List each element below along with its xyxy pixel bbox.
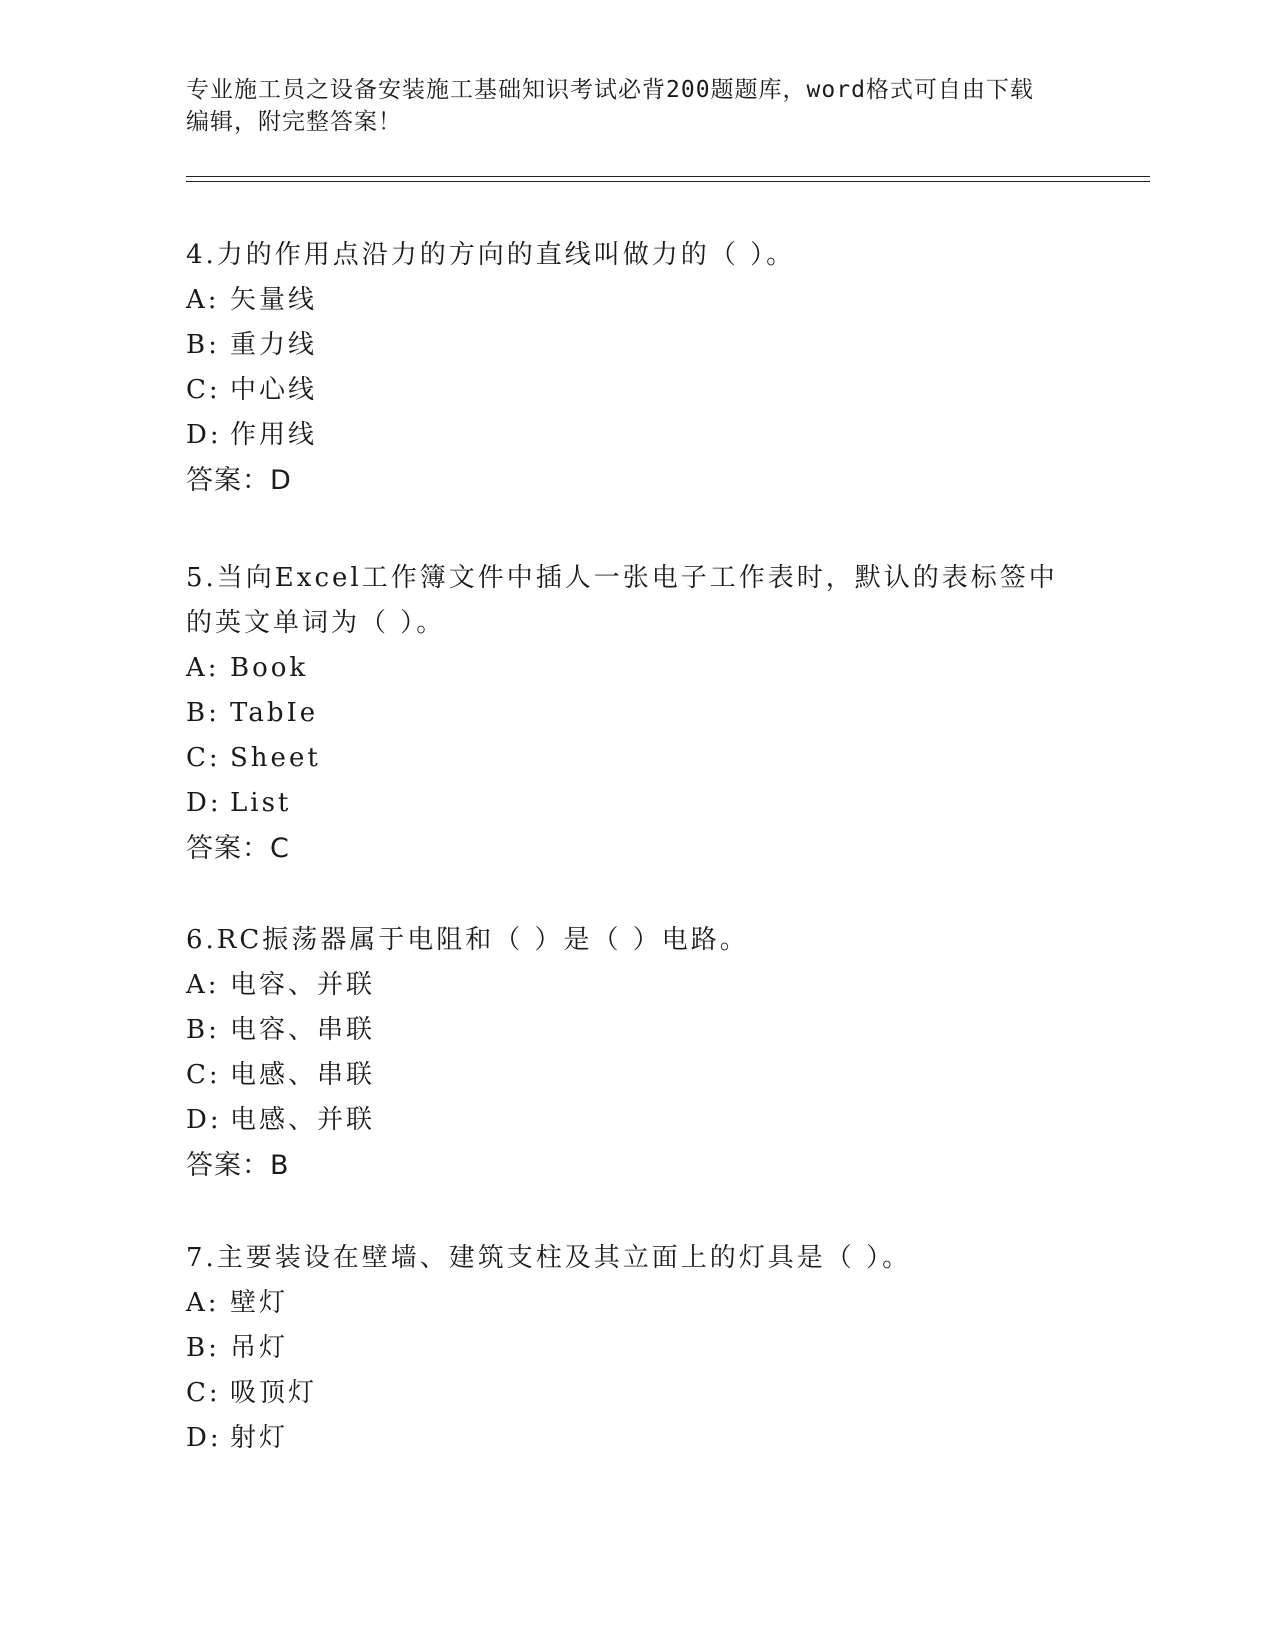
option-b (186, 691, 1086, 736)
option-letter: D: (186, 1423, 222, 1453)
option-a (186, 646, 1086, 691)
option-text: 电容、并联 (230, 970, 376, 1000)
question-4 (186, 233, 1086, 503)
option-letter: A: (186, 285, 220, 315)
option-text: 重力线 (230, 330, 318, 360)
question-6 (186, 918, 1086, 1188)
option-d (186, 781, 1086, 826)
option-b (186, 1008, 1086, 1053)
question-stem: 6.RC振荡器属于电阻和（ ）是（ ）电路。 (186, 925, 749, 955)
option-c (186, 736, 1086, 781)
option-text: 矢量线 (230, 285, 318, 315)
question-stem: 7.主要装设在壁墙、建筑支柱及其立面上的灯具是（ ）。 (186, 1243, 912, 1273)
option-letter: C: (186, 1060, 221, 1090)
option-text: List (230, 788, 292, 818)
option-text: TabIe (230, 698, 319, 728)
option-text: 电容、串联 (230, 1015, 376, 1045)
option-letter: C: (186, 375, 221, 405)
option-text: Sheet (230, 743, 321, 773)
option-letter: C: (186, 1378, 221, 1408)
option-c (186, 1371, 1086, 1416)
option-text: 吊灯 (230, 1333, 289, 1363)
option-c (186, 1053, 1086, 1098)
header-line-2: 编辑，附完整答案！ (186, 109, 402, 135)
option-letter: C: (186, 743, 221, 773)
option-a (186, 1281, 1086, 1326)
option-text: Book (230, 653, 309, 683)
header-line-1: 专业施工员之设备安装施工基础知识考试必背200题题库，word格式可自由下载 (186, 77, 1034, 103)
option-letter: D: (186, 420, 222, 450)
option-b (186, 1326, 1086, 1371)
option-letter: D: (186, 1105, 222, 1135)
option-letter: A: (186, 970, 220, 1000)
option-letter: B: (186, 1015, 220, 1045)
question-stem: 5.当向Excel工作簿文件中插人一张电子工作表时，默认的表标签中的英文单词为（ ）。 (186, 563, 1058, 638)
answer-line: 答案：B (186, 1150, 290, 1181)
option-text: 壁灯 (230, 1288, 289, 1318)
option-letter: D: (186, 788, 222, 818)
answer-line: 答案：C (186, 833, 290, 864)
option-text: 电感、并联 (230, 1105, 376, 1135)
option-b (186, 323, 1086, 368)
header-divider-bottom (186, 181, 1150, 182)
option-text: 吸顶灯 (230, 1378, 318, 1408)
option-d (186, 1416, 1086, 1461)
option-text: 射灯 (230, 1423, 289, 1453)
header-divider-top (186, 176, 1150, 177)
option-letter: B: (186, 1333, 220, 1363)
option-letter: A: (186, 653, 220, 683)
option-d (186, 413, 1086, 458)
option-d (186, 1098, 1086, 1143)
question-7 (186, 1236, 1086, 1461)
document-header (186, 74, 1066, 138)
question-stem: 4.力的作用点沿力的方向的直线叫做力的（ ）。 (186, 240, 796, 270)
option-a (186, 278, 1086, 323)
option-c (186, 368, 1086, 413)
option-text: 电感、串联 (230, 1060, 376, 1090)
option-text: 中心线 (230, 375, 318, 405)
option-a (186, 963, 1086, 1008)
question-5 (186, 556, 1086, 871)
option-letter: B: (186, 330, 220, 360)
option-text: 作用线 (230, 420, 318, 450)
option-letter: A: (186, 1288, 220, 1318)
option-letter: B: (186, 698, 220, 728)
answer-line: 答案：D (186, 465, 292, 496)
